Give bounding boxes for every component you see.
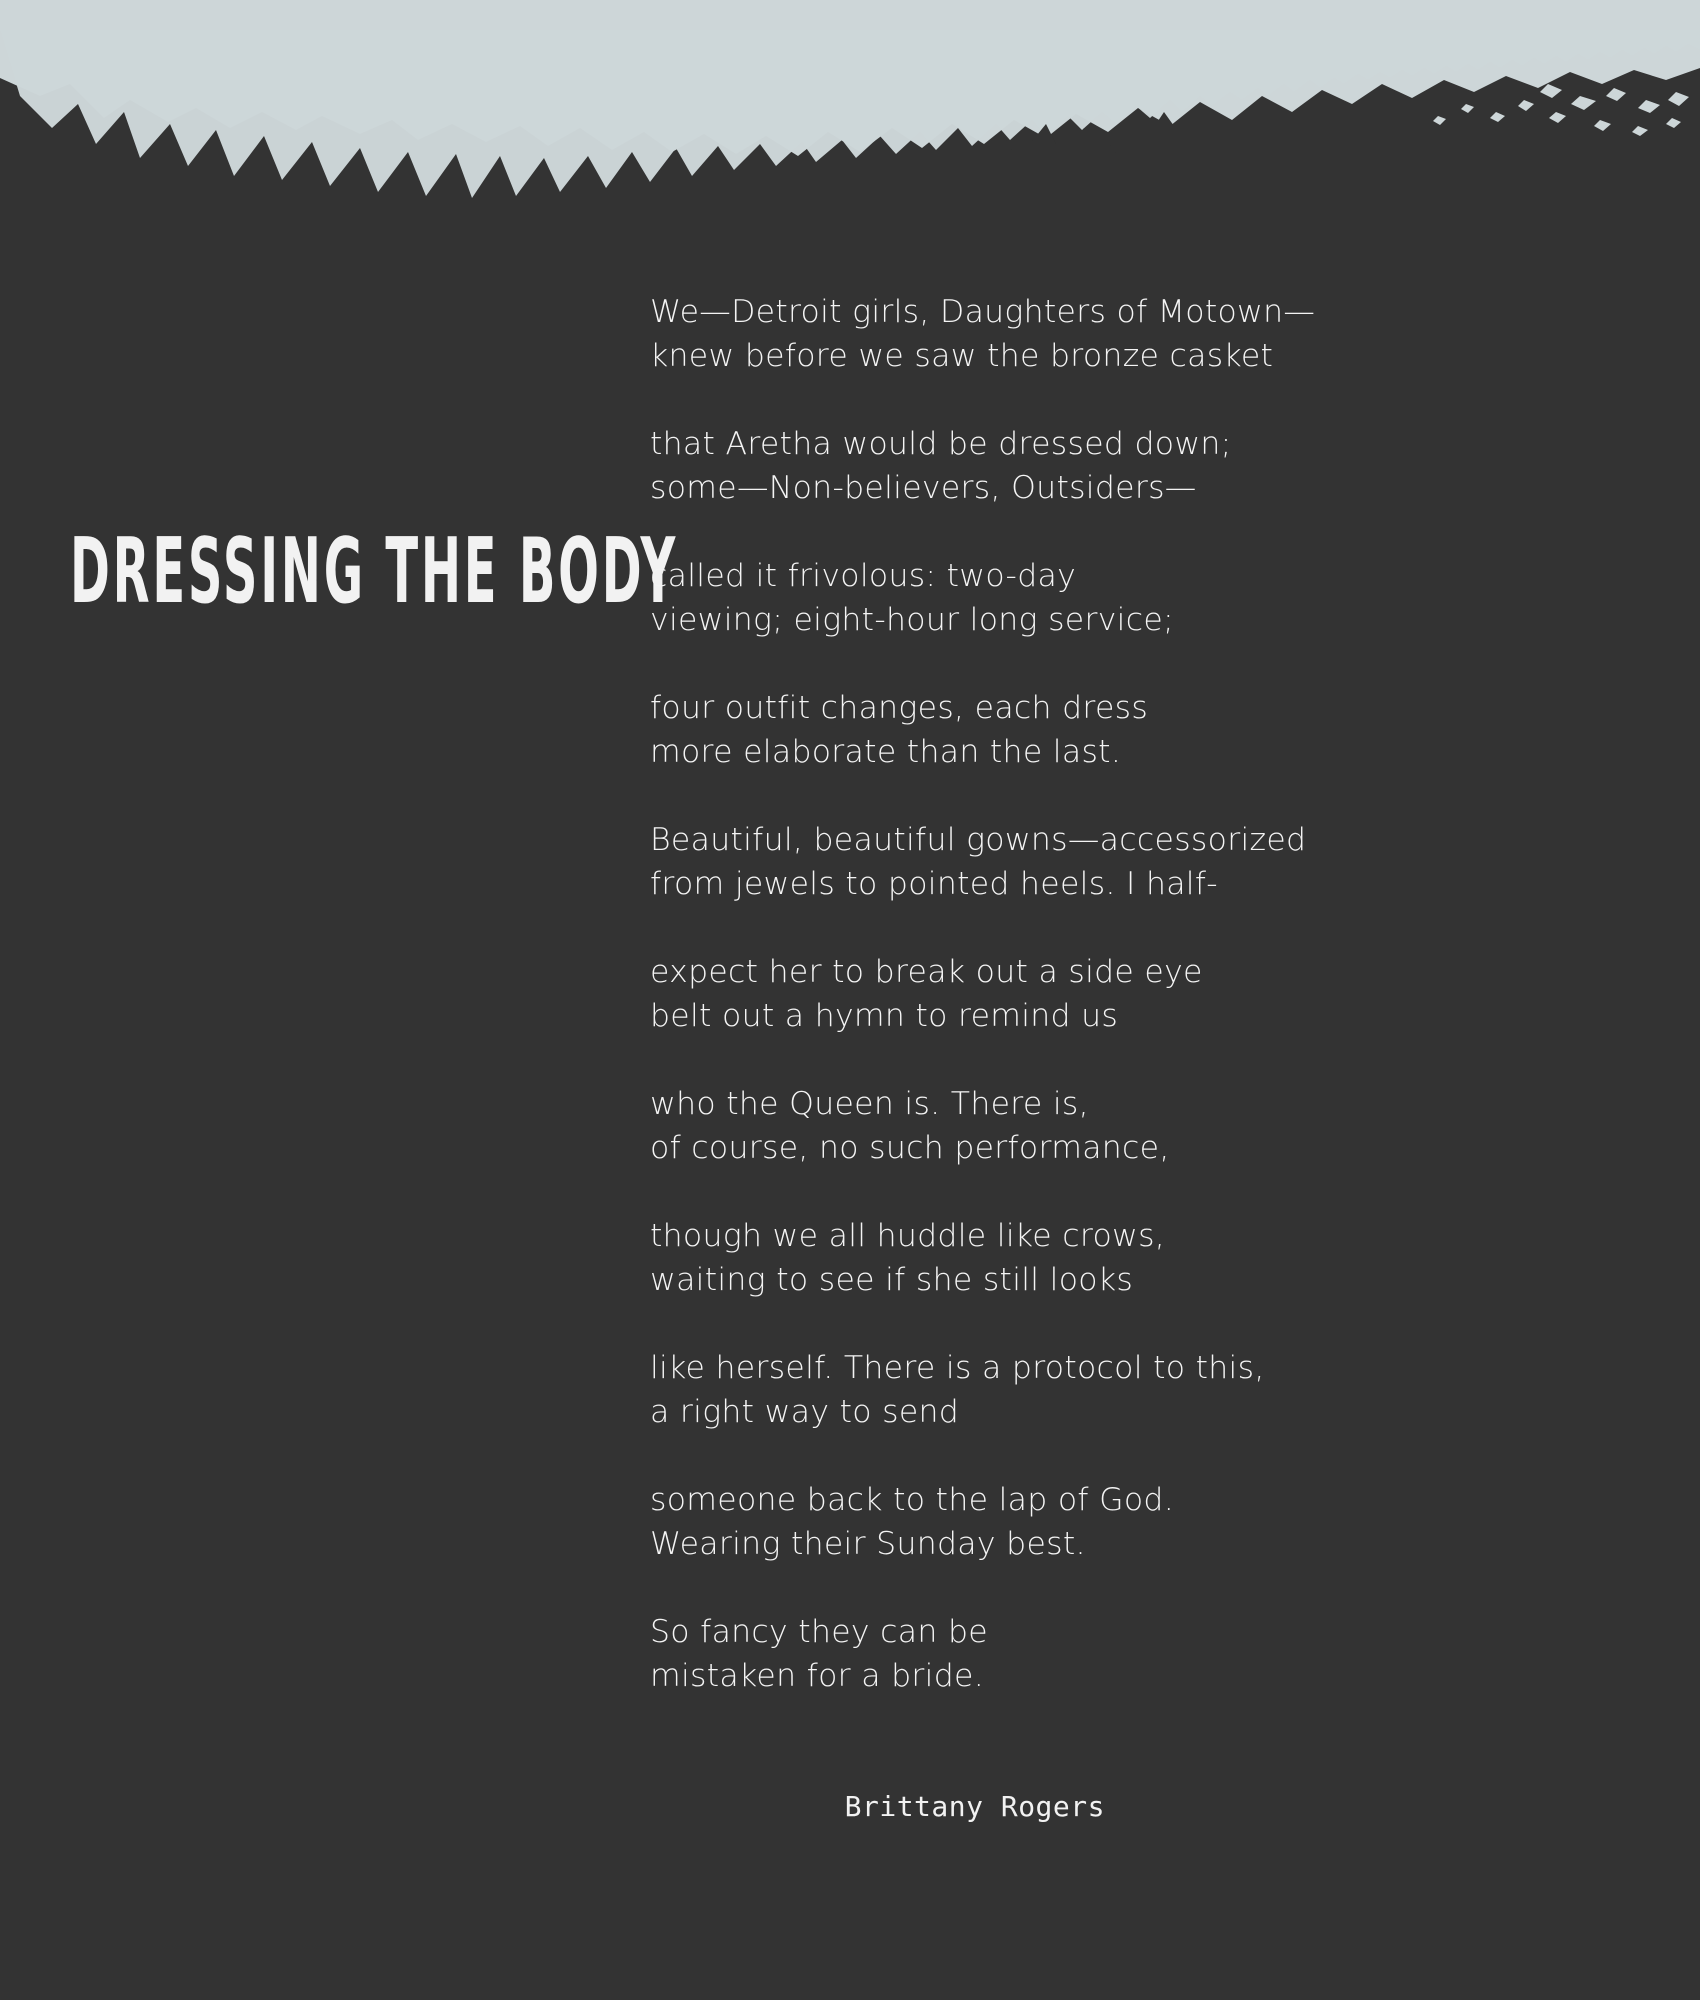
- author-credit: Brittany Rogers: [844, 1790, 1105, 1823]
- stanza: [650, 686, 1580, 774]
- poem-line: Beautiful, beautiful gowns—accessorized: [650, 822, 1307, 858]
- stanza: [650, 1610, 1580, 1698]
- poem-line: some—Non-believers, Outsiders—: [650, 470, 1197, 506]
- poem-line: more elaborate than the last.: [650, 734, 1122, 770]
- poem-line: who the Queen is. There is,: [650, 1086, 1089, 1122]
- stanza: [650, 950, 1580, 1038]
- stanza: [650, 422, 1580, 510]
- stanza: [650, 554, 1580, 642]
- page-title: DRESSING THE BODY: [70, 518, 678, 624]
- poem-line: like herself. There is a protocol to this,: [650, 1350, 1265, 1386]
- poem-line: mistaken for a bride.: [650, 1658, 985, 1694]
- poem-line: belt out a hymn to remind us: [650, 998, 1119, 1034]
- stanza: [650, 818, 1580, 906]
- poem-line: called it frivolous: two-day: [650, 558, 1077, 594]
- poem-line: Wearing their Sunday best.: [650, 1526, 1086, 1562]
- stanza: [650, 1478, 1580, 1566]
- stanza: [650, 1082, 1580, 1170]
- poem-line: of course, no such performance,: [650, 1130, 1170, 1166]
- poem-body: [650, 290, 1580, 1742]
- poem-line: someone back to the lap of God.: [650, 1482, 1175, 1518]
- stanza: [650, 1214, 1580, 1302]
- torn-paper-decoration: [0, 0, 1700, 270]
- poem-line: expect her to break out a side eye: [650, 954, 1203, 990]
- poem-line: We—Detroit girls, Daughters of Motown—: [650, 294, 1316, 330]
- poem-line: waiting to see if she still looks: [650, 1262, 1134, 1298]
- poem-line: a right way to send: [650, 1394, 960, 1430]
- poem-line: from jewels to pointed heels. I half-: [650, 866, 1218, 902]
- stanza: [650, 290, 1580, 378]
- poem-line: knew before we saw the bronze casket: [650, 338, 1274, 374]
- poem-line: that Aretha would be dressed down;: [650, 426, 1232, 462]
- poem-line: So fancy they can be: [650, 1614, 988, 1650]
- poem-line: four outfit changes, each dress: [650, 690, 1149, 726]
- poem-line: though we all huddle like crows,: [650, 1218, 1166, 1254]
- poem-line: viewing; eight-hour long service;: [650, 602, 1174, 638]
- stanza: [650, 1346, 1580, 1434]
